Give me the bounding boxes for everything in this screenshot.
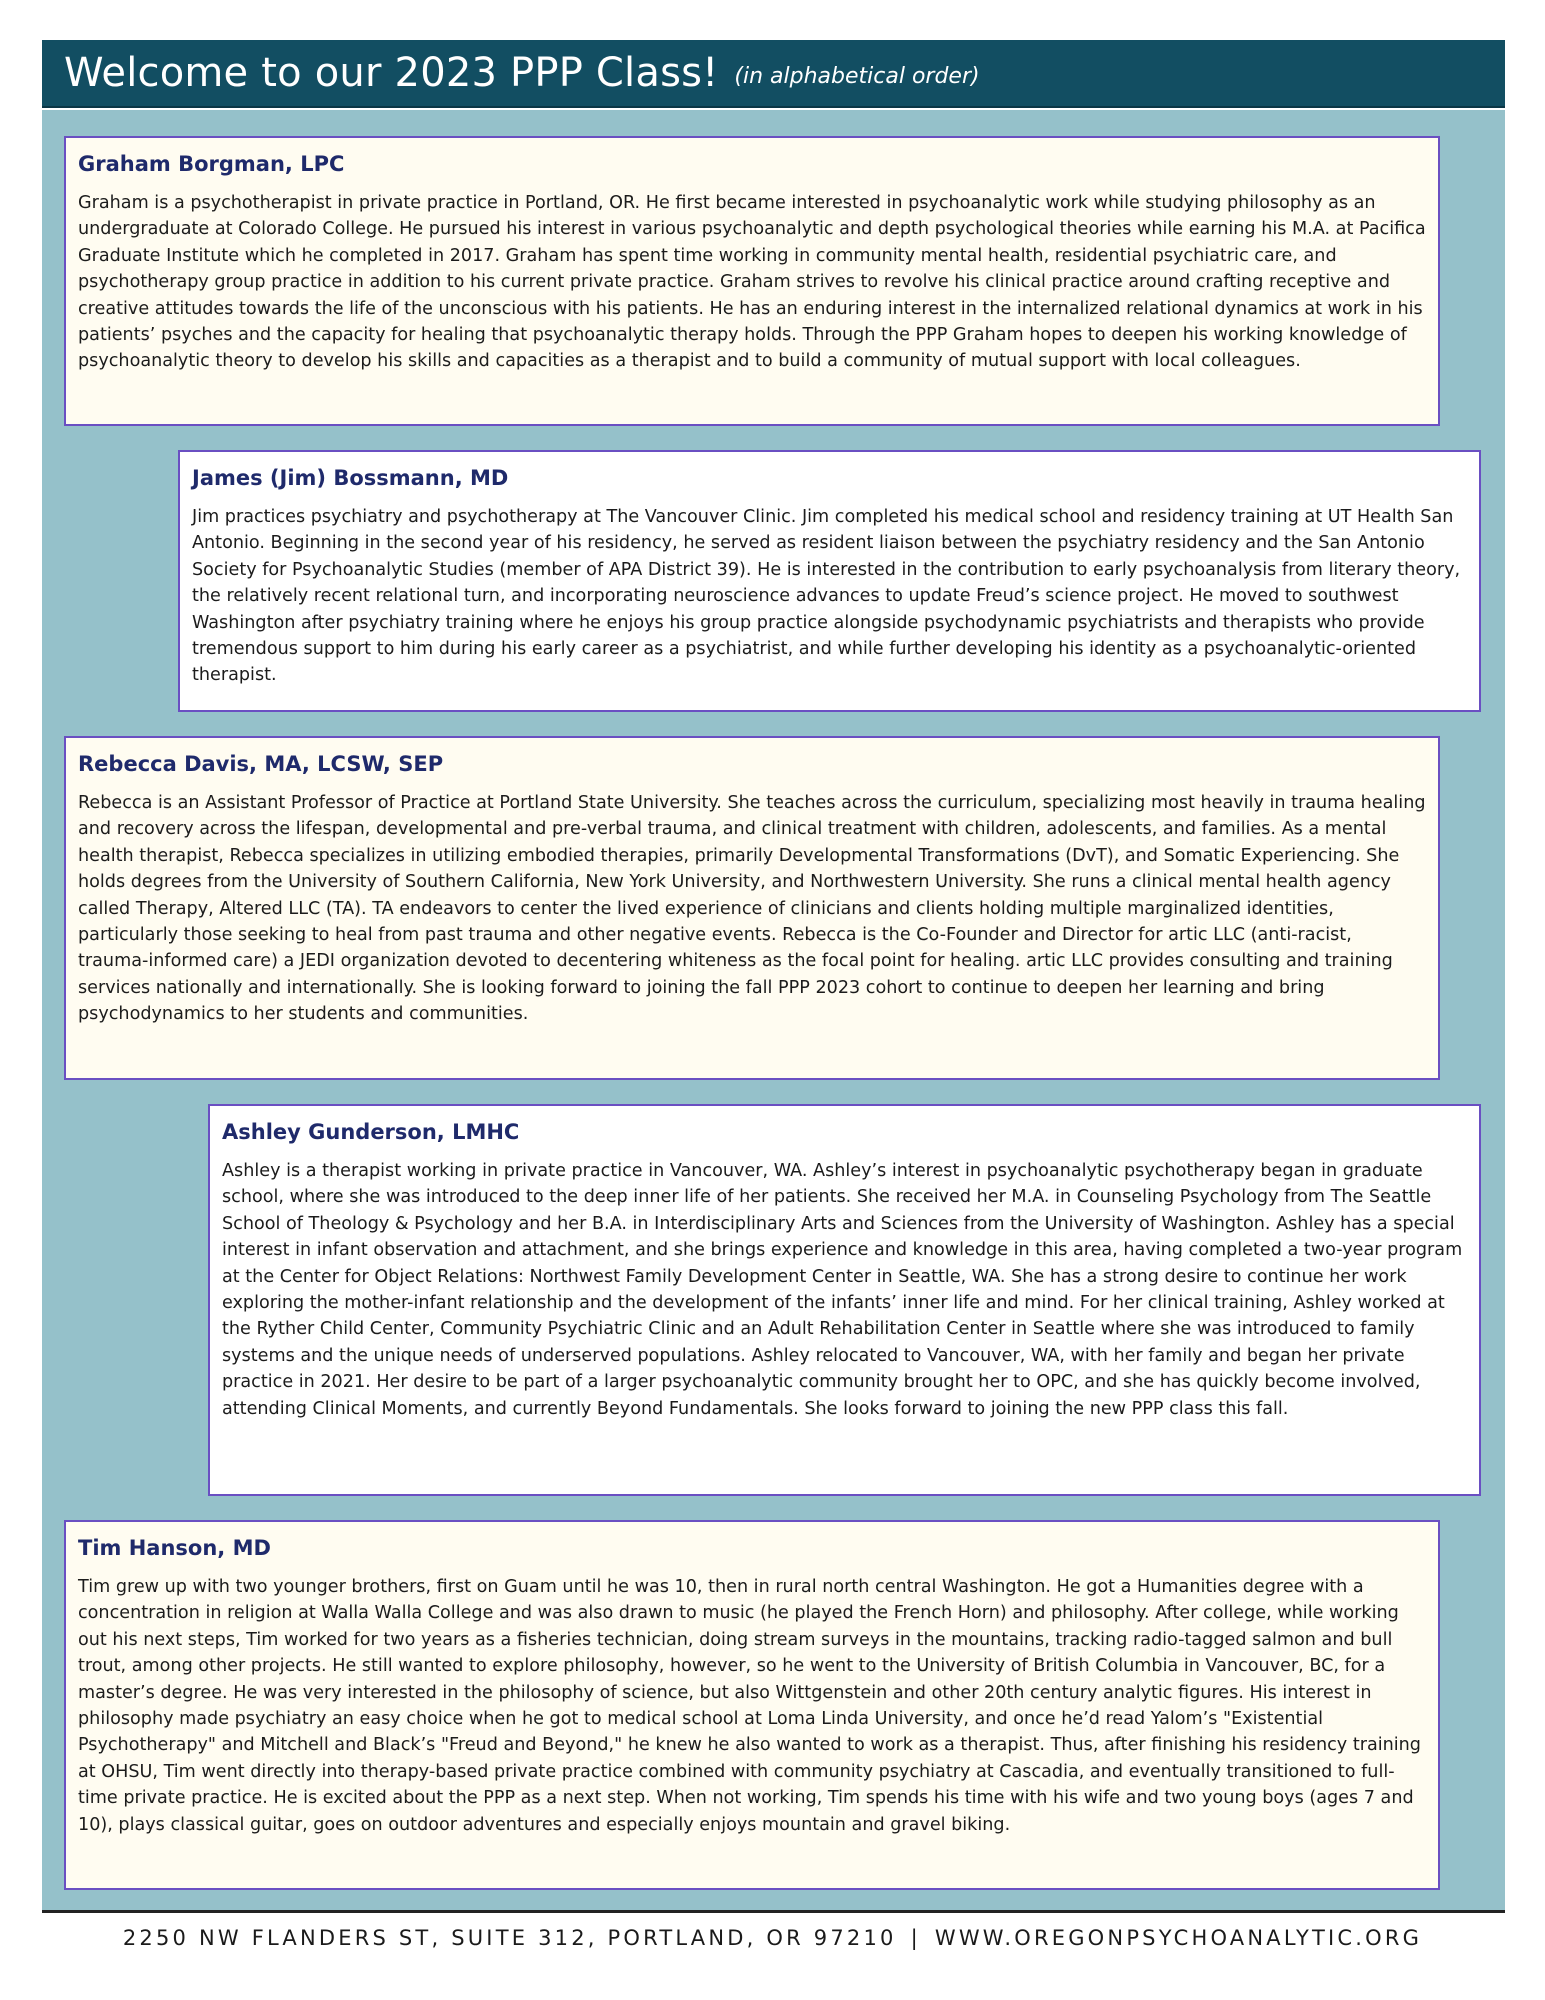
member-name: Rebecca Davis, MA, LCSW, SEP — [78, 752, 444, 776]
member-card-gunderson — [208, 1104, 1481, 1496]
footer-separator: | — [910, 1926, 921, 1950]
footer-address: 2250 NW FLANDERS ST, SUITE 312, PORTLAND, OR 97210 — [122, 1926, 897, 1950]
bottom-divider — [42, 1910, 1505, 1913]
member-card-davis — [64, 736, 1440, 1080]
member-bio: Graham is a psychotherapist in private practice in Portland, OR. He first became interested in psychoanalytic work while studying philosophy as an undergraduate at Colorado College. He pursued his interest in various psychoanalytic and depth psychological theories while earning his M.A. at Pacifica Graduate Institute which he completed in 2017. Graham has spent time working in community mental health, residential psychiatric care, and psychotherapy group practice in addition to his current private practice. Graham strives to revolve his clinical practice around crafting receptive and creative attitudes towards the life of the unconscious with his patients. He has an enduring interest in the internalized relational dynamics at work in his patients’ psyches and the capacity for healing that psychoanalytic therapy holds. Through the PPP Graham hopes to deepen his working knowledge of psychoanalytic theory to develop his skills and capacities as a therapist and to build a community of mutual support with local colleagues. — [78, 193, 1426, 372]
header-bar — [42, 40, 1505, 108]
footer — [0, 1926, 1545, 1950]
member-name: James (Jim) Bossmann, MD — [192, 466, 509, 490]
member-name: Tim Hanson, MD — [78, 1536, 271, 1560]
page-title: Welcome to our 2023 PPP Class! — [64, 50, 719, 96]
member-name: Ashley Gunderson, LMHC — [222, 1120, 520, 1144]
page-subtitle: (in alphabetical order) — [734, 63, 980, 89]
member-card-bossmann — [178, 450, 1481, 712]
member-bio: Jim practices psychiatry and psychotherapy at The Vancouver Clinic. Jim completed his medical school and residency training at UT Health San Antonio. Beginning in the second year of his residency, he served as resident liaison between the psychiatry residency and the San Antonio Society for Psychoanalytic Studies (member of APA District 39). He is interested in the contribution to early psychoanalysis from literary theory, the relatively recent relational turn, and incorporating neuroscience advances to update Freud’s science project. He moved to southwest Washington after psychiatry training where he enjoys his group practice alongside psychodynamic psychiatrists and therapists who provide tremendous support to him during his early career as a psychiatrist, and while further developing his identity as a psychoanalytic-oriented therapist. — [192, 507, 1461, 686]
member-name: Graham Borgman, LPC — [78, 152, 345, 176]
member-card-hanson — [64, 1520, 1440, 1890]
member-card-borgman — [64, 136, 1440, 426]
member-bio: Tim grew up with two younger brothers, first on Guam until he was 10, then in rural north central Washington. He got a Humanities degree with a concentration in religion at Walla Walla College and was also drawn to music (he played the French Horn) and philosophy. After college, while working out his next steps, Tim worked for two years as a fisheries technician, doing stream surveys in the mountains, tracking radio-tagged salmon and bull trout, among other projects. He still wanted to explore philosophy, however, so he went to the University of British Columbia in Vancouver, BC, for a master’s degree. He was very interested in the philosophy of science, but also Wittgenstein and other 20th century analytic figures. His interest in philosophy made psychiatry an easy choice when he got to medical school at Loma Linda University, and once he’d read Yalom’s "Existential Psychotherapy" and Mitchell and Black’s "Freud and Beyond," he knew he also wanted to work as a therapist. Thus, after finishing his residency training at OHSU, Tim went directly into therapy-based private practice combined with community psychiatry at Cascadia, and eventually transitioned to full-time private practice. He is excited about the PPP as a next step. When not working, Tim spends his time with his wife and two young boys (ages 7 and 10), plays classical guitar, goes on outdoor adventures and especially enjoys mountain and gravel biking. — [78, 1577, 1421, 1835]
footer-website-link[interactable]: WWW.OREGONPSYCHOANALYTIC.ORG — [934, 1926, 1423, 1950]
member-bio: Ashley is a therapist working in private practice in Vancouver, WA. Ashley’s interest in psychoanalytic psychotherapy began in graduate school, where she was introduced to the deep inner life of her patients. She received her M.A. in Counseling Psychology from The Seattle School of Theology & Psychology and her B.A. in Interdisciplinary Arts and Sciences from the University of Washington. Ashley has a special interest in infant observation and attachment, and she brings experience and knowledge in this area, having completed a two-year program at the Center for Object Relations: Northwest Family Development Center in Seattle, WA. She has a strong desire to continue her work exploring the mother-infant relationship and the development of the infants’ inner life and mind. For her clinical training, Ashley worked at the Ryther Child Center, Community Psychiatric Clinic and an Adult Rehabilitation Center in Seattle where she was introduced to family systems and the unique needs of underserved populations. Ashley relocated to Vancouver, WA, with her family and began her private practice in 2021. Her desire to be part of a larger psychoanalytic community brought her to OPC, and she has quickly become involved, attending Clinical Moments, and currently Beyond Fundamentals. She looks forward to joining the new PPP class this fall. — [222, 1161, 1463, 1419]
member-bio: Rebecca is an Assistant Professor of Practice at Portland State University. She teaches across the curriculum, specializing most heavily in trauma healing and recovery across the lifespan, developmental and pre-verbal trauma, and clinical treatment with children, adolescents, and families. As a mental health therapist, Rebecca specializes in utilizing embodied therapies, primarily Developmental Transformations (DvT), and Somatic Experiencing. She holds degrees from the University of Southern California, New York University, and Northwestern University. She runs a clinical mental health agency called Therapy, Altered LLC (TA). TA endeavors to center the lived experience of clinicians and clients holding multiple marginalized identities, particularly those seeking to heal from past trauma and other negative events. Rebecca is the Co-Founder and Director for artic LLC (anti-racist, trauma-informed care) a JEDI organization devoted to decentering whiteness as the focal point for healing. artic LLC provides consulting and training services nationally and internationally. She is looking forward to joining the fall PPP 2023 cohort to continue to deepen her learning and bring psychodynamics to her students and communities. — [78, 793, 1426, 1025]
